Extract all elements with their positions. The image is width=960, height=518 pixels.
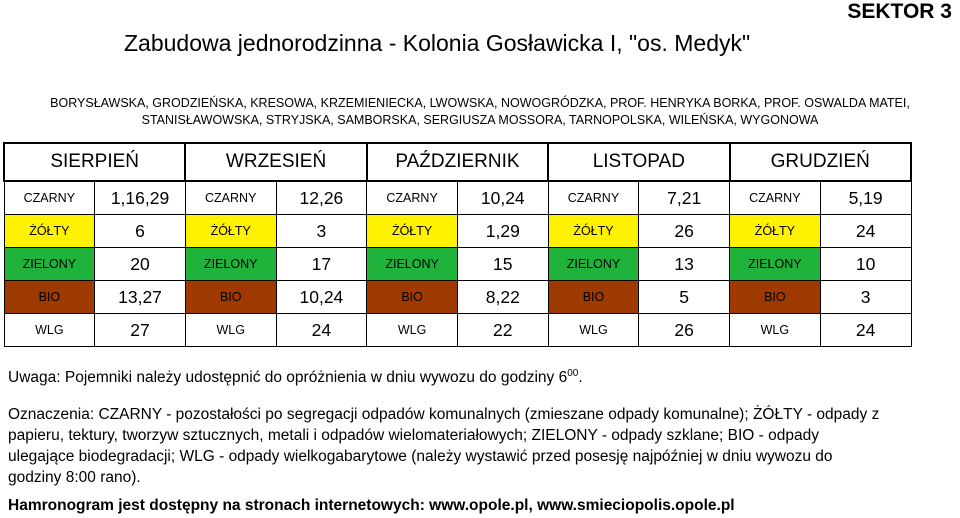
month-header: GRUDZIEŃ bbox=[730, 143, 912, 181]
legend-text: Oznaczenia: CZARNY - pozostałości po segregacji odpadów komunalnych (zmieszane odpady komunalne); ŻÓŁTY - odpady z papieru, tektury, tworzyw sztucznych, metali i odpadów wielomateriałowych; ZIELONY - odpady szklane; BIO - odpady ulegające biodegradacji; WLG - odpady wielkogabarytowe (należy wystawić przed posesję najpóźniej w dniu wywozu do godziny 8:00 rano). bbox=[8, 406, 880, 486]
pickup-dates: 20 bbox=[95, 248, 186, 281]
notice-tail: . bbox=[578, 369, 583, 387]
notice-hour-superscript: 00 bbox=[567, 368, 579, 379]
pickup-dates: 1,16,29 bbox=[95, 181, 186, 215]
month-header: WRZESIEŃ bbox=[185, 143, 366, 181]
pickup-dates: 24 bbox=[820, 314, 911, 347]
waste-type-label: CZARNY bbox=[548, 181, 639, 215]
waste-type-label: CZARNY bbox=[185, 181, 276, 215]
waste-type-label: CZARNY bbox=[730, 181, 821, 215]
waste-type-label: ŻÓŁTY bbox=[548, 215, 639, 248]
footer-text: Hamronogram jest dostępny na stronach internetowych: www.opole.pl, www.smieciopolis.opole.pl bbox=[8, 497, 735, 514]
waste-type-label: ŻÓŁTY bbox=[185, 215, 276, 248]
waste-type-label: ZIELONY bbox=[185, 248, 276, 281]
waste-type-label: WLG bbox=[185, 314, 276, 347]
pickup-dates: 22 bbox=[457, 314, 548, 347]
waste-type-label: WLG bbox=[367, 314, 458, 347]
waste-type-label: BIO bbox=[4, 281, 95, 314]
month-header: PAŹDZIERNIK bbox=[367, 143, 548, 181]
waste-type-label: ŻÓŁTY bbox=[367, 215, 458, 248]
waste-type-label: BIO bbox=[548, 281, 639, 314]
pickup-dates: 10 bbox=[820, 248, 911, 281]
pickup-dates: 24 bbox=[820, 215, 911, 248]
pickup-dates: 26 bbox=[639, 215, 730, 248]
waste-type-label: BIO bbox=[730, 281, 821, 314]
table-row bbox=[4, 181, 911, 215]
notice-main: Uwaga: Pojemniki należy udostępnić do opróżnienia w dniu wywozu do godziny 6 bbox=[8, 369, 568, 387]
waste-type-label: CZARNY bbox=[367, 181, 458, 215]
waste-type-label: ZIELONY bbox=[730, 248, 821, 281]
pickup-dates: 13 bbox=[639, 248, 730, 281]
pickup-dates: 12,26 bbox=[276, 181, 367, 215]
waste-type-label: ŻÓŁTY bbox=[730, 215, 821, 248]
pickup-dates: 24 bbox=[276, 314, 367, 347]
pickup-dates: 5,19 bbox=[820, 181, 911, 215]
pickup-dates: 27 bbox=[95, 314, 186, 347]
pickup-dates: 17 bbox=[276, 248, 367, 281]
waste-type-label: ŻÓŁTY bbox=[4, 215, 95, 248]
pickup-dates: 5 bbox=[639, 281, 730, 314]
table-row bbox=[4, 281, 911, 314]
pickup-dates: 7,21 bbox=[639, 181, 730, 215]
pickup-dates: 10,24 bbox=[276, 281, 367, 314]
notice-text bbox=[8, 368, 583, 387]
month-header: SIERPIEŃ bbox=[4, 143, 185, 181]
pickup-dates: 1,29 bbox=[457, 215, 548, 248]
waste-type-label: WLG bbox=[548, 314, 639, 347]
pickup-dates: 3 bbox=[276, 215, 367, 248]
pickup-dates: 26 bbox=[639, 314, 730, 347]
waste-type-label: BIO bbox=[367, 281, 458, 314]
pickup-dates: 15 bbox=[457, 248, 548, 281]
waste-type-label: ZIELONY bbox=[4, 248, 95, 281]
sector-label: SEKTOR 3 bbox=[847, 0, 952, 23]
pickup-dates: 3 bbox=[820, 281, 911, 314]
schedule-table bbox=[3, 142, 912, 347]
table-row bbox=[4, 314, 911, 347]
waste-type-label: BIO bbox=[185, 281, 276, 314]
month-header-row bbox=[4, 143, 911, 181]
waste-type-label: WLG bbox=[730, 314, 821, 347]
waste-type-label: WLG bbox=[4, 314, 95, 347]
month-header: LISTOPAD bbox=[548, 143, 729, 181]
table-row bbox=[4, 248, 911, 281]
pickup-dates: 13,27 bbox=[95, 281, 186, 314]
table-row bbox=[4, 215, 911, 248]
page-title: Zabudowa jednorodzinna - Kolonia Gosławicka I, "os. Medyk" bbox=[124, 30, 751, 56]
waste-type-label: ZIELONY bbox=[367, 248, 458, 281]
pickup-dates: 10,24 bbox=[457, 181, 548, 215]
pickup-dates: 6 bbox=[95, 215, 186, 248]
pickup-dates: 8,22 bbox=[457, 281, 548, 314]
street-list: BORYSŁAWSKA, GRODZIEŃSKA, KRESOWA, KRZEMIENIECKA, LWOWSKA, NOWOGRÓDZKA, PROF. HENRYKA BORKA, PROF. OSWALDA MATEI, STANISŁAWOWSKA, STRYJSKA, SAMBORSKA, SERGIUSZA MOSSORA, TARNOPOLSKA, WILEŃSKA, WYGONOWA bbox=[50, 96, 910, 127]
waste-type-label: CZARNY bbox=[4, 181, 95, 215]
waste-type-label: ZIELONY bbox=[548, 248, 639, 281]
